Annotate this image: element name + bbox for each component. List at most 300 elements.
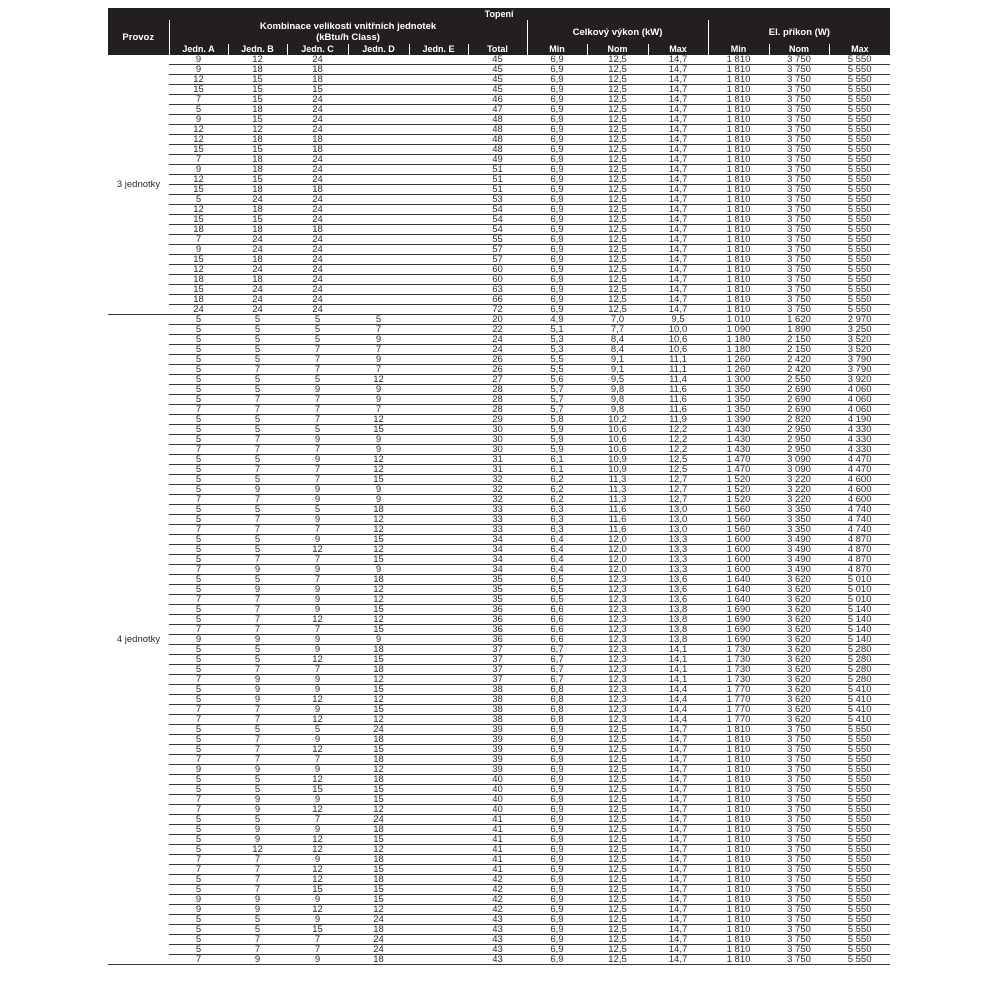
cell-prikon-min: 1 810 — [708, 855, 769, 865]
cell-vykon-nom: 12,5 — [587, 105, 648, 115]
cell-vykon-max: 14,1 — [648, 645, 708, 655]
cell-jedn-d: 9 — [348, 485, 409, 495]
cell-jedn-b: 9 — [228, 795, 287, 805]
cell-vykon-min: 6,4 — [527, 535, 587, 545]
cell-jedn-a: 5 — [169, 345, 228, 355]
table-row — [108, 595, 890, 605]
cell-jedn-d: 18 — [348, 645, 409, 655]
cell-jedn-b: 18 — [228, 105, 287, 115]
cell-total: 37 — [468, 665, 527, 675]
cell-vykon-max: 14,7 — [648, 855, 708, 865]
cell-prikon-nom: 3 750 — [769, 65, 829, 75]
cell-vykon-max: 14,7 — [648, 745, 708, 755]
cell-prikon-min: 1 690 — [708, 625, 769, 635]
table-row — [108, 155, 890, 165]
table-row — [108, 495, 890, 505]
cell-vykon-max: 14,7 — [648, 835, 708, 845]
cell-prikon-min: 1 520 — [708, 485, 769, 495]
table-row — [108, 435, 890, 445]
cell-vykon-max: 14,7 — [648, 145, 708, 155]
cell-total: 54 — [468, 225, 527, 235]
cell-jedn-a: 9 — [169, 895, 228, 905]
cell-vykon-nom: 12,5 — [587, 845, 648, 855]
cell-jedn-a: 5 — [169, 365, 228, 375]
cell-jedn-d: 18 — [348, 875, 409, 885]
cell-vykon-max: 14,7 — [648, 285, 708, 295]
cell-prikon-max: 5 550 — [829, 265, 890, 275]
cell-vykon-min: 6,9 — [527, 65, 587, 75]
cell-jedn-d — [348, 75, 409, 85]
cell-jedn-e — [409, 755, 468, 765]
cell-prikon-min: 1 810 — [708, 755, 769, 765]
cell-prikon-nom: 3 750 — [769, 795, 829, 805]
cell-jedn-d: 7 — [348, 405, 409, 415]
cell-jedn-d: 9 — [348, 335, 409, 345]
cell-total: 32 — [468, 495, 527, 505]
cell-jedn-d — [348, 255, 409, 265]
cell-jedn-e — [409, 745, 468, 755]
cell-vykon-nom: 12,5 — [587, 125, 648, 135]
table-row — [108, 325, 890, 335]
cell-total: 48 — [468, 125, 527, 135]
cell-vykon-nom: 10,6 — [587, 445, 648, 455]
cell-vykon-min: 6,9 — [527, 145, 587, 155]
table-row — [108, 65, 890, 75]
cell-jedn-d: 7 — [348, 365, 409, 375]
cell-prikon-max: 4 870 — [829, 565, 890, 575]
cell-jedn-e — [409, 775, 468, 785]
heating-performance-table — [108, 8, 890, 965]
cell-total: 48 — [468, 135, 527, 145]
cell-total: 38 — [468, 715, 527, 725]
cell-jedn-e — [409, 545, 468, 555]
cell-vykon-min: 6,9 — [527, 925, 587, 935]
cell-jedn-c: 9 — [287, 605, 348, 615]
cell-prikon-min: 1 640 — [708, 585, 769, 595]
cell-total: 24 — [468, 335, 527, 345]
cell-total: 20 — [468, 315, 527, 325]
cell-jedn-c: 18 — [287, 75, 348, 85]
cell-jedn-e — [409, 855, 468, 865]
cell-prikon-min: 1 810 — [708, 295, 769, 305]
cell-jedn-d — [348, 55, 409, 65]
cell-vykon-nom: 12,3 — [587, 625, 648, 635]
cell-jedn-e — [409, 435, 468, 445]
cell-jedn-e — [409, 255, 468, 265]
table-row — [108, 365, 890, 375]
cell-jedn-d: 12 — [348, 675, 409, 685]
table-row — [108, 95, 890, 105]
cell-prikon-nom: 3 750 — [769, 865, 829, 875]
cell-jedn-a: 5 — [169, 475, 228, 485]
cell-jedn-d: 18 — [348, 955, 409, 965]
cell-prikon-nom: 3 750 — [769, 895, 829, 905]
cell-prikon-min: 1 260 — [708, 365, 769, 375]
cell-jedn-c: 12 — [287, 615, 348, 625]
cell-prikon-max: 4 740 — [829, 525, 890, 535]
cell-prikon-min: 1 810 — [708, 775, 769, 785]
cell-vykon-min: 6,2 — [527, 485, 587, 495]
cell-jedn-c: 9 — [287, 765, 348, 775]
table-row — [108, 685, 890, 695]
cell-jedn-d: 15 — [348, 745, 409, 755]
cell-prikon-max: 5 550 — [829, 945, 890, 955]
cell-jedn-a: 7 — [169, 675, 228, 685]
cell-prikon-nom: 3 750 — [769, 925, 829, 935]
cell-vykon-max: 14,7 — [648, 195, 708, 205]
cell-vykon-nom: 12,5 — [587, 805, 648, 815]
cell-prikon-max: 5 550 — [829, 235, 890, 245]
cell-prikon-min: 1 690 — [708, 615, 769, 625]
cell-jedn-b: 5 — [228, 775, 287, 785]
col-header-jedn-d: Jedn. D — [348, 44, 409, 55]
cell-jedn-e — [409, 485, 468, 495]
cell-vykon-min: 6,8 — [527, 715, 587, 725]
cell-vykon-max: 11,6 — [648, 395, 708, 405]
cell-total: 35 — [468, 575, 527, 585]
cell-jedn-d: 9 — [348, 565, 409, 575]
cell-jedn-d: 12 — [348, 545, 409, 555]
cell-total: 41 — [468, 855, 527, 865]
cell-jedn-d: 12 — [348, 715, 409, 725]
cell-jedn-d — [348, 175, 409, 185]
cell-prikon-min: 1 690 — [708, 605, 769, 615]
cell-prikon-nom: 2 690 — [769, 395, 829, 405]
cell-total: 33 — [468, 515, 527, 525]
cell-prikon-max: 5 410 — [829, 715, 890, 725]
cell-vykon-nom: 12,5 — [587, 855, 648, 865]
cell-prikon-min: 1 180 — [708, 335, 769, 345]
cell-total: 39 — [468, 745, 527, 755]
cell-prikon-min: 1 600 — [708, 555, 769, 565]
cell-prikon-max: 5 550 — [829, 875, 890, 885]
cell-total: 43 — [468, 955, 527, 965]
cell-jedn-c: 12 — [287, 805, 348, 815]
cell-jedn-a: 15 — [169, 185, 228, 195]
cell-jedn-e — [409, 705, 468, 715]
cell-jedn-d: 12 — [348, 615, 409, 625]
cell-total: 37 — [468, 675, 527, 685]
cell-prikon-nom: 2 690 — [769, 385, 829, 395]
cell-total: 54 — [468, 215, 527, 225]
cell-jedn-e — [409, 95, 468, 105]
cell-prikon-nom: 3 090 — [769, 455, 829, 465]
cell-prikon-min: 1 810 — [708, 935, 769, 945]
cell-vykon-min: 5,5 — [527, 365, 587, 375]
cell-jedn-d: 12 — [348, 515, 409, 525]
cell-prikon-nom: 3 750 — [769, 765, 829, 775]
cell-jedn-d: 15 — [348, 625, 409, 635]
cell-total: 31 — [468, 465, 527, 475]
cell-jedn-c: 12 — [287, 845, 348, 855]
table-row — [108, 785, 890, 795]
cell-jedn-c: 12 — [287, 695, 348, 705]
cell-prikon-max: 5 550 — [829, 935, 890, 945]
cell-jedn-e — [409, 785, 468, 795]
cell-prikon-max: 4 740 — [829, 505, 890, 515]
cell-jedn-c: 7 — [287, 345, 348, 355]
cell-prikon-max: 5 550 — [829, 55, 890, 65]
cell-prikon-max: 5 550 — [829, 225, 890, 235]
cell-vykon-min: 5,3 — [527, 335, 587, 345]
cell-vykon-max: 14,7 — [648, 125, 708, 135]
cell-jedn-b: 18 — [228, 155, 287, 165]
cell-jedn-a: 12 — [169, 135, 228, 145]
cell-total: 38 — [468, 685, 527, 695]
cell-vykon-nom: 12,0 — [587, 535, 648, 545]
cell-prikon-max: 4 870 — [829, 555, 890, 565]
cell-jedn-a: 5 — [169, 385, 228, 395]
cell-prikon-max: 3 520 — [829, 335, 890, 345]
cell-vykon-min: 6,7 — [527, 655, 587, 665]
cell-jedn-c: 24 — [287, 175, 348, 185]
cell-jedn-e — [409, 265, 468, 275]
cell-jedn-a: 5 — [169, 425, 228, 435]
cell-total: 38 — [468, 695, 527, 705]
cell-vykon-max: 14,7 — [648, 105, 708, 115]
cell-prikon-nom: 3 220 — [769, 475, 829, 485]
cell-vykon-min: 6,6 — [527, 615, 587, 625]
cell-vykon-nom: 12,5 — [587, 795, 648, 805]
cell-jedn-c: 5 — [287, 425, 348, 435]
cell-total: 57 — [468, 245, 527, 255]
cell-prikon-min: 1 810 — [708, 235, 769, 245]
cell-prikon-nom: 3 750 — [769, 145, 829, 155]
table-title: Topení — [108, 8, 890, 20]
cell-vykon-nom: 12,3 — [587, 655, 648, 665]
cell-prikon-min: 1 770 — [708, 695, 769, 705]
cell-prikon-min: 1 390 — [708, 415, 769, 425]
cell-vykon-nom: 12,3 — [587, 695, 648, 705]
cell-jedn-a: 9 — [169, 635, 228, 645]
cell-jedn-a: 5 — [169, 935, 228, 945]
cell-jedn-d: 15 — [348, 835, 409, 845]
cell-jedn-c: 7 — [287, 465, 348, 475]
cell-total: 40 — [468, 785, 527, 795]
cell-vykon-max: 14,7 — [648, 905, 708, 915]
table-row — [108, 55, 890, 65]
cell-prikon-nom: 2 550 — [769, 375, 829, 385]
table-row — [108, 695, 890, 705]
cell-jedn-a: 18 — [169, 295, 228, 305]
cell-prikon-max: 5 410 — [829, 685, 890, 695]
cell-jedn-c: 5 — [287, 505, 348, 515]
cell-prikon-nom: 3 490 — [769, 565, 829, 575]
cell-total: 31 — [468, 455, 527, 465]
cell-jedn-d — [348, 125, 409, 135]
cell-vykon-nom: 12,5 — [587, 95, 648, 105]
cell-prikon-max: 4 060 — [829, 385, 890, 395]
cell-jedn-a: 9 — [169, 55, 228, 65]
cell-jedn-a: 9 — [169, 165, 228, 175]
cell-total: 49 — [468, 155, 527, 165]
cell-jedn-a: 5 — [169, 575, 228, 585]
cell-jedn-a: 5 — [169, 355, 228, 365]
cell-vykon-nom: 12,5 — [587, 745, 648, 755]
cell-jedn-d: 9 — [348, 395, 409, 405]
cell-jedn-d: 12 — [348, 695, 409, 705]
cell-vykon-min: 6,1 — [527, 455, 587, 465]
table-row — [108, 845, 890, 855]
cell-vykon-max: 14,7 — [648, 735, 708, 745]
cell-jedn-d — [348, 105, 409, 115]
cell-total: 32 — [468, 485, 527, 495]
cell-prikon-max: 5 550 — [829, 855, 890, 865]
cell-jedn-b: 15 — [228, 95, 287, 105]
cell-jedn-e — [409, 765, 468, 775]
cell-vykon-nom: 12,5 — [587, 305, 648, 315]
cell-prikon-nom: 3 620 — [769, 705, 829, 715]
cell-jedn-e — [409, 615, 468, 625]
cell-jedn-d — [348, 235, 409, 245]
cell-total: 40 — [468, 775, 527, 785]
cell-prikon-max: 5 550 — [829, 255, 890, 265]
cell-vykon-min: 6,6 — [527, 625, 587, 635]
cell-prikon-max: 5 550 — [829, 95, 890, 105]
cell-jedn-d: 18 — [348, 755, 409, 765]
cell-jedn-c: 15 — [287, 925, 348, 935]
cell-total: 45 — [468, 85, 527, 95]
cell-prikon-min: 1 810 — [708, 795, 769, 805]
cell-vykon-max: 14,7 — [648, 65, 708, 75]
cell-jedn-a: 7 — [169, 565, 228, 575]
cell-prikon-min: 1 470 — [708, 455, 769, 465]
cell-vykon-min: 4,9 — [527, 315, 587, 325]
cell-jedn-d — [348, 245, 409, 255]
cell-prikon-min: 1 810 — [708, 845, 769, 855]
cell-vykon-max: 13,8 — [648, 635, 708, 645]
cell-jedn-b: 18 — [228, 205, 287, 215]
cell-jedn-c: 7 — [287, 355, 348, 365]
cell-jedn-e — [409, 365, 468, 375]
cell-jedn-a: 5 — [169, 655, 228, 665]
cell-jedn-b: 15 — [228, 115, 287, 125]
cell-prikon-min: 1 810 — [708, 905, 769, 915]
table-row — [108, 535, 890, 545]
cell-prikon-nom: 3 750 — [769, 135, 829, 145]
cell-vykon-min: 6,9 — [527, 795, 587, 805]
cell-total: 43 — [468, 935, 527, 945]
cell-jedn-b: 5 — [228, 785, 287, 795]
cell-prikon-max: 4 600 — [829, 485, 890, 495]
cell-jedn-a: 5 — [169, 685, 228, 695]
table-row — [108, 485, 890, 495]
cell-prikon-nom: 3 620 — [769, 595, 829, 605]
table-row — [108, 445, 890, 455]
cell-vykon-nom: 12,3 — [587, 665, 648, 675]
table-row — [108, 215, 890, 225]
cell-prikon-min: 1 730 — [708, 655, 769, 665]
table-row — [108, 375, 890, 385]
cell-jedn-a: 5 — [169, 735, 228, 745]
cell-jedn-d: 7 — [348, 325, 409, 335]
cell-vykon-nom: 12,5 — [587, 955, 648, 965]
table-row — [108, 105, 890, 115]
cell-prikon-min: 1 810 — [708, 185, 769, 195]
cell-jedn-d: 18 — [348, 925, 409, 935]
cell-jedn-e — [409, 595, 468, 605]
cell-jedn-a: 7 — [169, 405, 228, 415]
cell-jedn-a: 7 — [169, 155, 228, 165]
cell-jedn-e — [409, 585, 468, 595]
cell-prikon-nom: 3 750 — [769, 175, 829, 185]
cell-prikon-min: 1 810 — [708, 95, 769, 105]
cell-jedn-e — [409, 875, 468, 885]
cell-vykon-max: 14,7 — [648, 725, 708, 735]
cell-vykon-max: 14,7 — [648, 925, 708, 935]
cell-prikon-min: 1 810 — [708, 725, 769, 735]
cell-vykon-min: 6,5 — [527, 575, 587, 585]
cell-jedn-c: 9 — [287, 485, 348, 495]
cell-jedn-c: 5 — [287, 335, 348, 345]
cell-jedn-c: 7 — [287, 365, 348, 375]
cell-jedn-a: 5 — [169, 825, 228, 835]
cell-total: 28 — [468, 405, 527, 415]
cell-jedn-a: 5 — [169, 915, 228, 925]
cell-vykon-nom: 10,9 — [587, 465, 648, 475]
col-header-jedn-e: Jedn. E — [409, 44, 468, 55]
cell-jedn-e — [409, 505, 468, 515]
cell-jedn-c: 24 — [287, 115, 348, 125]
cell-vykon-max: 14,7 — [648, 115, 708, 125]
cell-vykon-nom: 12,5 — [587, 145, 648, 155]
cell-vykon-min: 5,1 — [527, 325, 587, 335]
cell-vykon-max: 12,2 — [648, 445, 708, 455]
cell-jedn-e — [409, 455, 468, 465]
table-header — [108, 8, 890, 55]
cell-jedn-e — [409, 185, 468, 195]
cell-jedn-a: 5 — [169, 325, 228, 335]
cell-prikon-max: 4 330 — [829, 445, 890, 455]
cell-prikon-min: 1 010 — [708, 315, 769, 325]
cell-jedn-b: 5 — [228, 425, 287, 435]
cell-jedn-c: 18 — [287, 145, 348, 155]
cell-prikon-nom: 3 490 — [769, 545, 829, 555]
cell-prikon-min: 1 350 — [708, 395, 769, 405]
cell-jedn-e — [409, 415, 468, 425]
cell-prikon-nom: 3 750 — [769, 225, 829, 235]
cell-jedn-a: 5 — [169, 845, 228, 855]
cell-total: 33 — [468, 525, 527, 535]
cell-vykon-nom: 12,5 — [587, 945, 648, 955]
cell-vykon-nom: 12,5 — [587, 785, 648, 795]
cell-vykon-min: 6,9 — [527, 115, 587, 125]
cell-prikon-min: 1 560 — [708, 515, 769, 525]
cell-jedn-b: 7 — [228, 595, 287, 605]
cell-total: 54 — [468, 205, 527, 215]
cell-vykon-nom: 12,5 — [587, 905, 648, 915]
table-row — [108, 755, 890, 765]
cell-vykon-max: 13,6 — [648, 595, 708, 605]
cell-jedn-b: 5 — [228, 915, 287, 925]
cell-vykon-min: 6,4 — [527, 555, 587, 565]
cell-prikon-nom: 2 150 — [769, 335, 829, 345]
cell-prikon-min: 1 640 — [708, 575, 769, 585]
cell-prikon-nom: 3 750 — [769, 835, 829, 845]
cell-jedn-e — [409, 495, 468, 505]
col-header-total: Total — [468, 44, 527, 55]
cell-prikon-nom: 3 620 — [769, 645, 829, 655]
cell-jedn-d: 18 — [348, 855, 409, 865]
cell-vykon-max: 14,7 — [648, 765, 708, 775]
cell-vykon-min: 6,9 — [527, 805, 587, 815]
cell-vykon-min: 6,9 — [527, 785, 587, 795]
cell-jedn-a: 9 — [169, 245, 228, 255]
cell-jedn-c: 9 — [287, 915, 348, 925]
cell-total: 24 — [468, 345, 527, 355]
cell-prikon-min: 1 810 — [708, 225, 769, 235]
cell-prikon-nom: 3 750 — [769, 205, 829, 215]
